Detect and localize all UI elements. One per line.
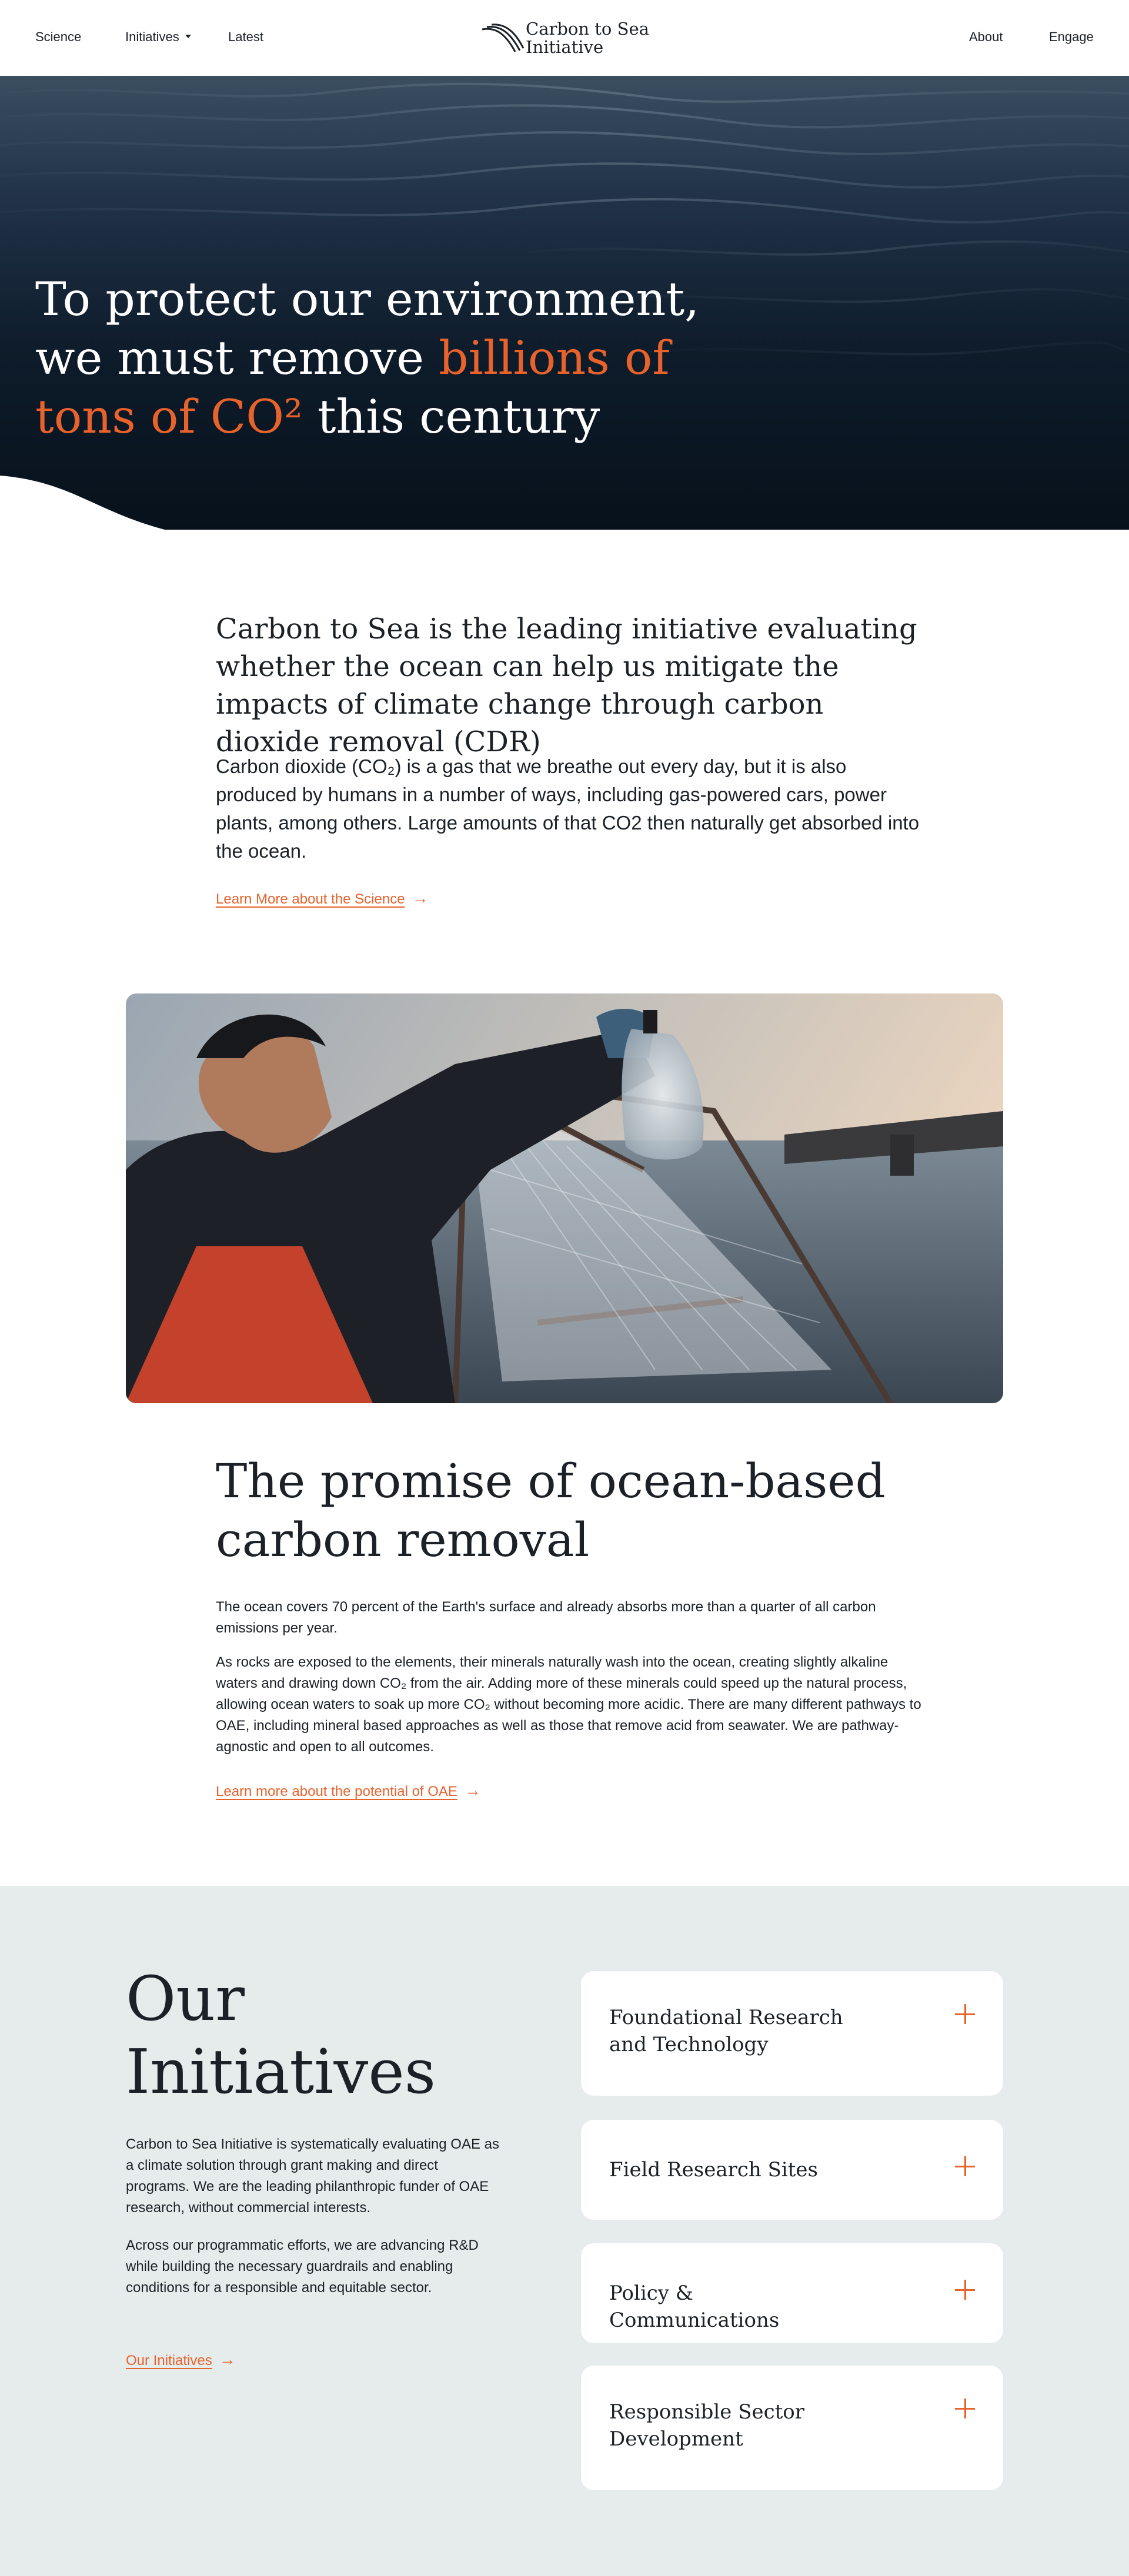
nav-initiatives-label: Initiatives [125, 29, 179, 44]
scientist-photo [126, 993, 1003, 1403]
initiative-card-policy-communications[interactable] [581, 2243, 1003, 2343]
plus-icon [955, 2156, 975, 2176]
initiative-card-label: Policy & Communications [609, 2281, 780, 2332]
promise-title: The promise of ocean-based carbon removal [216, 1454, 886, 1567]
chevron-down-icon [185, 35, 191, 38]
promise-paragraph-2: As rocks are exposed to the elements, their minerals naturally wash into the ocean, creating slightly alkaline waters and drawing down CO₂ from the air. Adding more of these minerals could speed up the natural process, allowing ocean waters to soak up more CO₂ without becoming more acidic. There are many different pathways to OAE, including mineral based approaches as well as those that remove acid from seawater. We are pathway-agnostic and open to all outcomes. [216, 1654, 921, 1755]
plus-icon [955, 2280, 975, 2300]
nav-initiatives[interactable] [125, 29, 191, 45]
initiative-card-label: Field Research Sites [609, 2158, 818, 2182]
initiatives-paragraph-2: Across our programmatic efforts, we are advancing R&D while building the necessary guardrails and enabling conditions for a responsible and equitable sector. [126, 2237, 479, 2296]
site-header [0, 0, 1129, 76]
initiatives-paragraph-1: Carbon to Sea Initiative is systematically evaluating OAE as a climate solution through grant making and direct programs. We are the leading philanthropic funder of OAE research, without commercial interests. [126, 2136, 499, 2216]
promise-paragraph-1: The ocean covers 70 percent of the Earth's surface and already absorbs more than a quarter of all carbon emissions per year. [216, 1599, 876, 1636]
nav-latest[interactable]: Latest [228, 29, 263, 44]
learn-more-oae-label: Learn more about the potential of OAE [216, 1784, 457, 1799]
initiative-card-responsible-sector[interactable] [581, 2366, 1003, 2490]
nav-engage[interactable]: Engage [1049, 29, 1094, 44]
hero-title-end: this century [302, 390, 600, 444]
initiative-card-label: Foundational Research and Technology [609, 2006, 843, 2056]
hero-title-accent: billions of tons of CO² [35, 331, 670, 444]
hero-section [0, 76, 1129, 530]
intro-body: Carbon dioxide (CO₂) is a gas that we breathe out every day, but it is also produced by humans in a number of ways, including gas-powered cars, power plants, among others. Large amounts of that CO2 then naturally get absorbed into the ocean. [216, 755, 920, 862]
arrow-right-icon: → [219, 2350, 236, 2368]
plus-icon [955, 2004, 975, 2024]
initiatives-section [0, 1886, 1129, 2576]
arrow-right-icon: → [464, 1781, 481, 1799]
hero-title-text: To protect our environment, we must remove [35, 272, 700, 385]
plus-icon [955, 2398, 975, 2418]
learn-more-science-link[interactable] [216, 889, 429, 908]
intro-lead: Carbon to Sea is the leading initiative evaluating whether the ocean can help us mitigate the impacts of climate change through carbon dioxide removal (CDR) [216, 613, 917, 758]
initiatives-title: Our Initiatives [126, 1963, 436, 2107]
scientist-sample-image [126, 993, 1003, 1403]
learn-more-oae-link[interactable] [216, 1781, 481, 1800]
arrow-right-icon: → [412, 889, 429, 907]
nav-science[interactable]: Science [35, 29, 82, 44]
our-initiatives-label: Our Initiatives [126, 2353, 212, 2368]
initiative-card-field-research-sites[interactable] [581, 2120, 1003, 2220]
learn-more-science-label: Learn More about the Science [216, 891, 405, 907]
initiative-card-label: Responsible Sector Development [609, 2400, 805, 2451]
initiative-card-foundational-research[interactable] [581, 1971, 1003, 2096]
site-logo[interactable] [481, 19, 652, 56]
nav-about[interactable]: About [969, 29, 1003, 44]
logo-wordmark: Carbon to Sea Initiative [526, 19, 649, 57]
hero-title [35, 270, 729, 446]
our-initiatives-link[interactable] [126, 2350, 236, 2369]
wave-logo-icon [481, 21, 525, 56]
